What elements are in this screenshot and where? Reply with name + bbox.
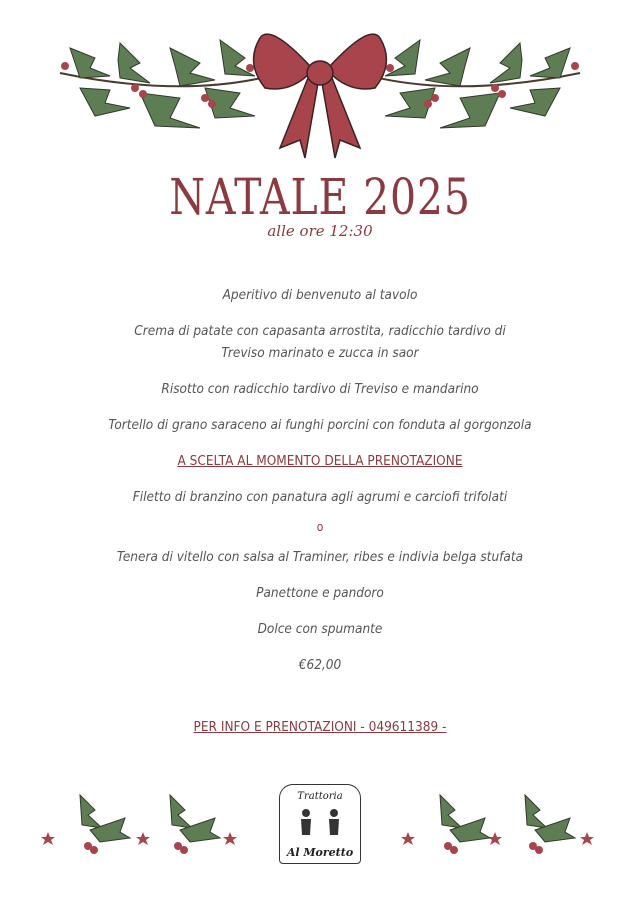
restaurant-logo [279, 784, 361, 864]
menu-item: Tortello di grano saraceno ai funghi porcini con fonduta al gorgonzola [108, 417, 532, 433]
holly-bow-garland [40, 18, 600, 168]
page-title: NATALE 2025 [169, 168, 471, 226]
menu-item: Risotto con radicchio tardivo di Treviso e mandarino [161, 381, 479, 397]
menu-item: Aperitivo di benvenuto al tavolo [222, 287, 418, 303]
menu-item: Dolce con spumante [257, 621, 383, 637]
menu-item: Filetto di branzino con panatura agli agrumi e carciofi trifolati [132, 489, 508, 505]
choice-note: A SCELTA AL MOMENTO DELLA PRENOTAZIONE [177, 453, 463, 469]
menu-item: Tenera di vitello con salsa al Traminer, ribes e indivia belga stufata [116, 549, 524, 565]
menu-item: Treviso marinato e zucca in saor [221, 345, 419, 361]
event-time: alle ore 12:30 [267, 222, 373, 240]
logo-line1: Trattoria [297, 791, 343, 802]
menu-price: €62,00 [298, 657, 342, 673]
menu-item: Panettone e pandoro [256, 585, 384, 601]
logo-line2: Al Moretto [286, 846, 354, 859]
figures-icon [292, 805, 348, 843]
or-separator: o [316, 520, 324, 534]
menu-list [60, 284, 580, 676]
menu-item: Crema di patate con capasanta arrostita, radicchio tardivo di [134, 323, 506, 339]
booking-info-link[interactable]: PER INFO E PRENOTAZIONI - 049611389 - [193, 719, 447, 735]
